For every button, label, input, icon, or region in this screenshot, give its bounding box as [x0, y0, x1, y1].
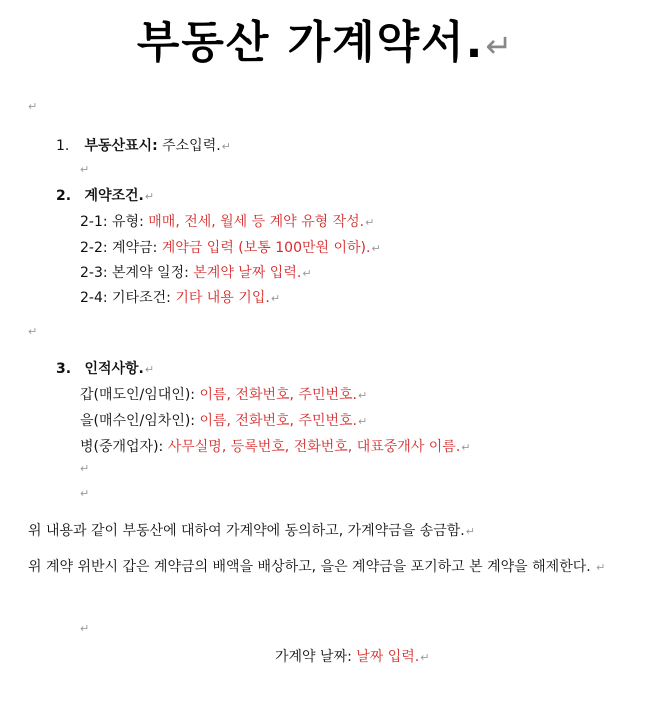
paragraph-mark-icon: ↵ [80, 462, 90, 475]
paragraph-mark-icon: ↵ [80, 487, 90, 500]
paragraph-mark-icon: ↵ [144, 190, 155, 203]
section-2-label: 계약조건. [84, 188, 144, 204]
seller-label: 갑(매도인/임대인): [80, 387, 196, 403]
seller-line [80, 384, 367, 404]
contract-type-label: 2-1: 유형: [80, 214, 144, 230]
paragraph-mark-icon: ↵ [80, 622, 90, 635]
paragraph-mark-icon: ↵ [302, 267, 312, 280]
contract-type-value[interactable]: 매매, 전세, 월세 등 계약 유형 작성. [148, 214, 365, 230]
broker-label: 병(중개업자): [80, 439, 164, 455]
agreement-paragraph [28, 520, 616, 543]
section-3-label: 인적사항. [84, 361, 144, 377]
agreement-text: 위 내용과 같이 부동산에 대하여 가계약에 동의하고, 가계약금을 송금함. [28, 523, 465, 539]
paragraph-mark-icon: ↵ [420, 651, 430, 664]
other-terms-line [80, 287, 280, 307]
section-2-number: 2. [56, 188, 72, 204]
breach-paragraph [28, 556, 616, 579]
section-1-line [56, 135, 231, 155]
buyer-value[interactable]: 이름, 전화번호, 주민번호. [199, 413, 357, 429]
other-terms-label: 2-4: 기타조건: [80, 290, 171, 306]
paragraph-mark-icon: ↵ [80, 163, 90, 176]
other-terms-value[interactable]: 기타 내용 기입. [175, 290, 270, 306]
paragraph-mark-icon: ↵ [365, 216, 375, 229]
document-title [0, 6, 651, 70]
paragraph-mark-icon: ↵ [485, 27, 515, 65]
seller-value[interactable]: 이름, 전화번호, 주민번호. [199, 387, 357, 403]
deposit-label: 2-2: 계약금: [80, 240, 158, 256]
section-3-number: 3. [56, 361, 72, 377]
section-1-number: 1. [56, 138, 70, 154]
document-title-text: 부동산 가계약서. [136, 17, 485, 68]
paragraph-mark-icon: ↵ [371, 242, 381, 255]
buyer-label: 을(매수인/임차인): [80, 413, 196, 429]
breach-text: 위 계약 위반시 갑은 계약금의 배액을 배상하고, 을은 계약금을 포기하고 본 계약을 해제한다. [28, 559, 591, 575]
paragraph-mark-icon: ↵ [221, 140, 231, 153]
paragraph-mark-icon: ↵ [144, 363, 155, 376]
provisional-contract-date-line [275, 646, 429, 666]
deposit-line [80, 237, 381, 257]
paragraph-mark-icon: ↵ [596, 561, 606, 574]
paragraph-mark-icon: ↵ [357, 415, 368, 428]
main-contract-date-line [80, 262, 312, 282]
provisional-contract-date-value[interactable]: 날짜 입력. [356, 649, 420, 665]
main-contract-date-label: 2-3: 본계약 일정: [80, 265, 189, 281]
deposit-value[interactable]: 계약금 입력 (보통 100만원 이하). [161, 240, 371, 256]
paragraph-mark-icon: ↵ [28, 100, 38, 113]
section-1-value[interactable]: 주소입력. [162, 138, 221, 154]
section-1-label: 부동산표시: [84, 138, 158, 154]
paragraph-mark-icon: ↵ [465, 525, 475, 538]
paragraph-mark-icon: ↵ [461, 441, 471, 454]
paragraph-mark-icon: ↵ [28, 325, 38, 338]
section-2-heading [56, 185, 154, 205]
main-contract-date-value[interactable]: 본계약 날짜 입력. [193, 265, 302, 281]
broker-line [80, 436, 471, 456]
buyer-line [80, 410, 367, 430]
broker-value[interactable]: 사무실명, 등록번호, 전화번호, 대표중개사 이름. [167, 439, 461, 455]
contract-type-line [80, 211, 374, 231]
section-3-heading [56, 358, 154, 378]
paragraph-mark-icon: ↵ [357, 389, 368, 402]
provisional-contract-date-label: 가계약 날짜: [275, 649, 352, 665]
paragraph-mark-icon: ↵ [270, 292, 281, 305]
